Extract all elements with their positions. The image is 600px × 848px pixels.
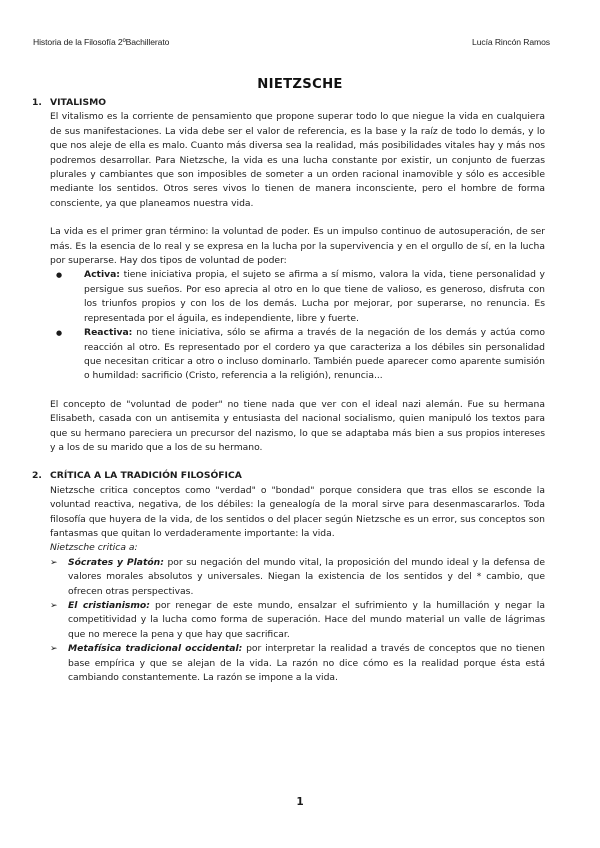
section-1-number: 1. bbox=[32, 97, 42, 108]
section-1-paragraph-3: El concepto de "voluntad de poder" no tiene nada que ver con el ideal nazi alemán. Fue su hermana Elisabeth, casada con un antisemita y entusiasta del nacional socialismo, quien manipuló los textos para que su hermano pareciera un precursor del nazismo, lo que se adaptaba más bien a sus propios intereses y a los de su marido que a los de su hermano. bbox=[50, 398, 545, 453]
section-2-paragraph-1: Nietzsche critica conceptos como "verdad" o "bondad" porque considera que tras ellos se esconde la voluntad reactiva, negativa, de los débiles: la genealogía de la moral sirve para desenmascararlos. Toda filosofía que huyera de la vida, de los sentidos o del placer según Nietzsche es un error, sus conceptos son fantasmas que quitan lo verdaderamente importante: la vida. bbox=[50, 484, 545, 539]
page-number: 1 bbox=[296, 796, 304, 808]
list-item-metafisica bbox=[50, 642, 545, 685]
arrow-bullet-icon: ➢ bbox=[50, 644, 58, 655]
page-title: NIETZSCHE bbox=[257, 77, 343, 92]
text-cristianismo: por renegar de este mundo, ensalzar el sufrimiento y la humillación y negar la competitividad y la lucha como forma de superación. Hace del mundo material un valle de lágrimas que no merece la pena y que hay que sacrificar. bbox=[68, 600, 545, 640]
text-socrates-platon: por su negación del mundo vital, la proposición del mundo ideal y la defensa de valores morales absolutos y universales. Niegan la existencia de los sentidos y del * cambio, que ofrecen otras perspectivas. bbox=[68, 556, 545, 597]
header-author: Lucía Rincón Ramos bbox=[472, 37, 550, 47]
section-1-body bbox=[32, 110, 545, 455]
arrow-bullet-icon: ➢ bbox=[50, 557, 58, 568]
section-1-heading bbox=[32, 96, 545, 110]
term-reactiva: Reactiva: bbox=[84, 327, 133, 339]
document-body bbox=[32, 96, 545, 685]
list-item-cristianismo bbox=[50, 599, 545, 642]
term-cristianismo: El cristianismo: bbox=[68, 600, 150, 611]
header-course: Historia de la Filosofía 2ºBachillerato bbox=[33, 37, 170, 47]
section-2-title: CRÍTICA A LA TRADICIÓN FILOSÓFICA bbox=[50, 470, 242, 482]
page-header bbox=[33, 37, 550, 47]
arrow-bullet-icon: ➢ bbox=[50, 601, 58, 611]
section-2-heading bbox=[32, 469, 545, 483]
text-reactiva: no tiene iniciativa, sólo se afirma a través de la negación de los demás y actúa como reacción al otro. Es representado por el cordero ya que caracteriza a los débiles sin personalidad que necesitan criticar a otro o incluso dominarlo. También puede aparecer como aparente sumisión o humildad: sacrificio (Cristo, referencia a la religión), renuncia... bbox=[84, 327, 545, 382]
section-2-subheading: Nietzsche critica a: bbox=[50, 542, 138, 554]
section-1-paragraph-2: La vida es el primer gran término: la voluntad de poder. Es un impulso continuo de autosuperación, de ser más. Es la esencia de lo real y se expresa en la lucha por la supervivencia y en el orgullo de sí, en la lucha por superarse. Hay dos tipos de voluntad de poder: bbox=[50, 226, 545, 267]
section-2-body bbox=[32, 484, 545, 686]
section-1-paragraph-1: El vitalismo es la corriente de pensamiento que propone superar todo lo que niegue la vida en cualquiera de sus manifestaciones. La vida debe ser el valor de referencia, es la base y la raíz de todo lo demás, y lo que nos aleje de ella es malo. Cuanto más diversa sea la realidad, más posibilidades vitales hay y más nos podremos desarrollar. Para Nietzsche, la vida es una lucha constante por existir, un conjunto de fuerzas plurales y cambiantes que son imposibles de someter a un orden racional inamovible y sólo es accesible mediante los sentidos. Otros seres vivos lo tienen de manera inconsciente, pero el hombre de forma consciente, ya que planeamos nuestra vida. bbox=[50, 111, 545, 209]
term-metafisica: Metafísica tradicional occidental: bbox=[68, 643, 243, 655]
list-item-socrates-platon bbox=[50, 556, 545, 599]
criticism-list bbox=[50, 556, 545, 686]
text-metafisica: por interpretar la realidad a través de conceptos que no tienen base empírica y que se alejan de la vida. La razón no dice cómo es la realidad porque ésta está cambiando constantemente. La razón se impone a la vida. bbox=[68, 643, 545, 684]
list-item-activa bbox=[84, 268, 545, 326]
text-activa: tiene iniciativa propia, el sujeto se afirma a sí mismo, valora la vida, tiene personalidad y persigue sus sueños. Por eso aprecia al otro en lo que tiene de valioso, es generoso, disfruta con los triunfos propios y con los de los demás. Lucha por mejorar, por superarse, no renuncia. Es representada por el águila, es independiente, libre y fuerte. bbox=[84, 269, 545, 324]
voluntad-types-list bbox=[50, 268, 545, 383]
term-activa: Activa: bbox=[84, 269, 120, 281]
section-2-number: 2. bbox=[32, 470, 42, 482]
term-socrates-platon: Sócrates y Platón: bbox=[68, 556, 164, 568]
list-item-reactiva bbox=[84, 326, 545, 384]
section-1-title: VITALISMO bbox=[50, 97, 107, 108]
